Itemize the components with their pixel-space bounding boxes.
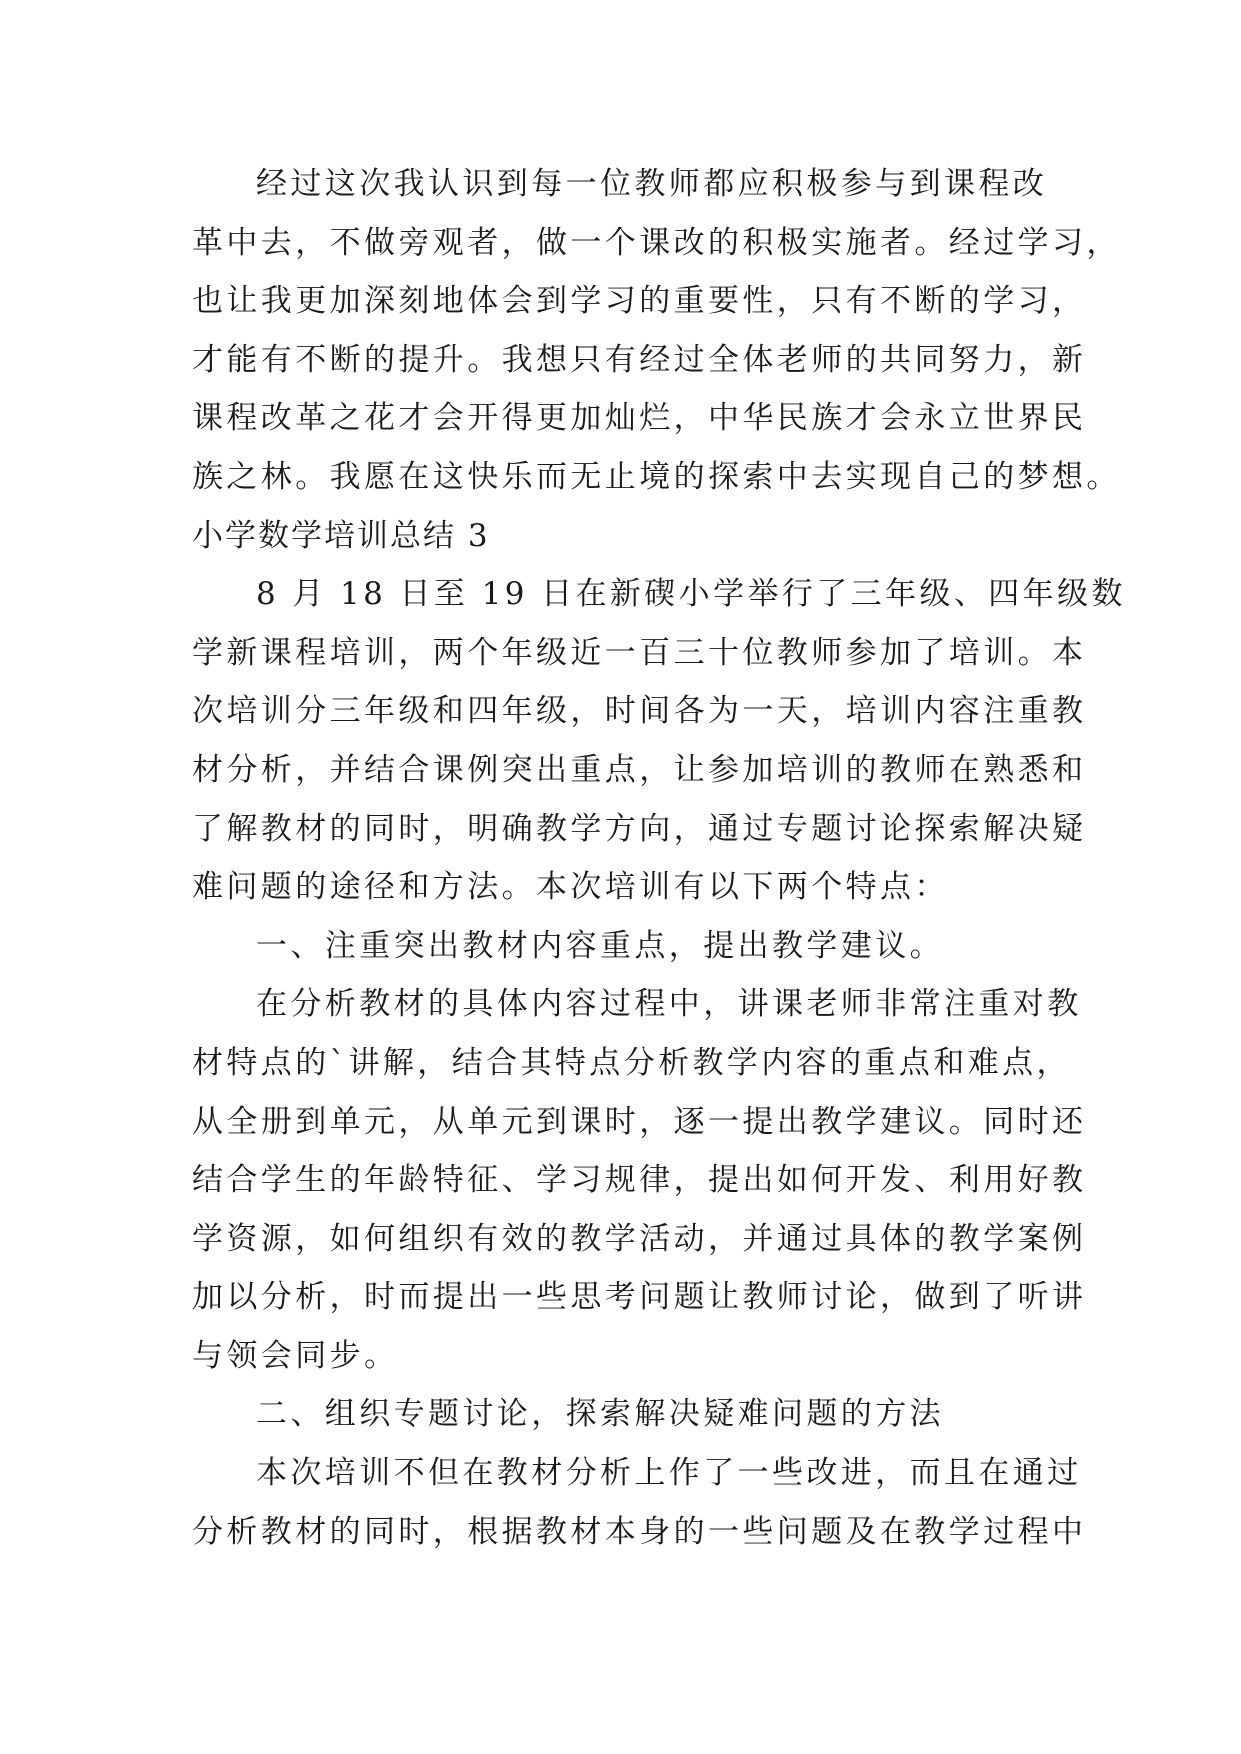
paragraph-line: 本次培训不但在教材分析上作了一些改进，而且在通过 (256, 1455, 1082, 1492)
paragraph-line: 结合学生的年龄特征、学习规律，提出如何开发、利用好教 (192, 1162, 1087, 1199)
section-heading: 小学数学培训总结 3 (192, 517, 490, 554)
paragraph-line: 分析教材的同时，根据教材本身的一些问题及在教学过程中 (192, 1513, 1087, 1550)
paragraph-line: 革中去，不做旁观者，做一个课改的积极实施者。经过学习， (192, 224, 1121, 261)
paragraph-line: 8 月 18 日至 19 日在新碶小学举行了三年级、四年级数 (256, 576, 1126, 613)
paragraph-line: 难问题的途径和方法。本次培训有以下两个特点： (192, 869, 949, 906)
paragraph-line: 了解教材的同时，明确教学方向，通过专题讨论探索解决疑 (192, 810, 1087, 847)
subheading-two: 二、组织专题讨论，探索解决疑难问题的方法 (256, 1396, 944, 1433)
paragraph-line: 材特点的`讲解，结合其特点分析教学内容的重点和难点， (192, 1044, 1071, 1081)
paragraph-line: 族之林。我愿在这快乐而无止境的探索中去实现自己的梦想。 (192, 458, 1121, 495)
paragraph-line: 与领会同步。 (192, 1337, 399, 1374)
paragraph-line: 次培训分三年级和四年级，时间各为一天，培训内容注重教 (192, 693, 1087, 730)
paragraph-line: 学新课程培训，两个年级近一百三十位教师参加了培训。本 (192, 634, 1087, 671)
paragraph-line: 课程改革之花才会开得更加灿烂，中华民族才会永立世界民 (192, 400, 1087, 437)
paragraph-line: 从全册到单元，从单元到课时，逐一提出教学建议。同时还 (192, 1103, 1087, 1140)
paragraph-line: 学资源，如何组织有效的教学活动，并通过具体的教学案例 (192, 1220, 1087, 1257)
paragraph-line: 才能有不断的提升。我想只有经过全体老师的共同努力，新 (192, 341, 1087, 378)
subheading-one: 一、注重突出教材内容重点，提出教学建议。 (256, 927, 944, 964)
paragraph-line: 材分析，并结合课例突出重点，让参加培训的教师在熟悉和 (192, 751, 1087, 788)
paragraph-line: 加以分析，时而提出一些思考问题让教师讨论，做到了听讲 (192, 1279, 1087, 1316)
paragraph-line: 在分析教材的具体内容过程中，讲课老师非常注重对教 (256, 986, 1082, 1023)
paragraph-line: 经过这次我认识到每一位教师都应积极参与到课程改 (256, 166, 1048, 202)
paragraph-line: 也让我更加深刻地体会到学习的重要性，只有不断的学习， (192, 283, 1087, 320)
document-body (192, 155, 1126, 1561)
